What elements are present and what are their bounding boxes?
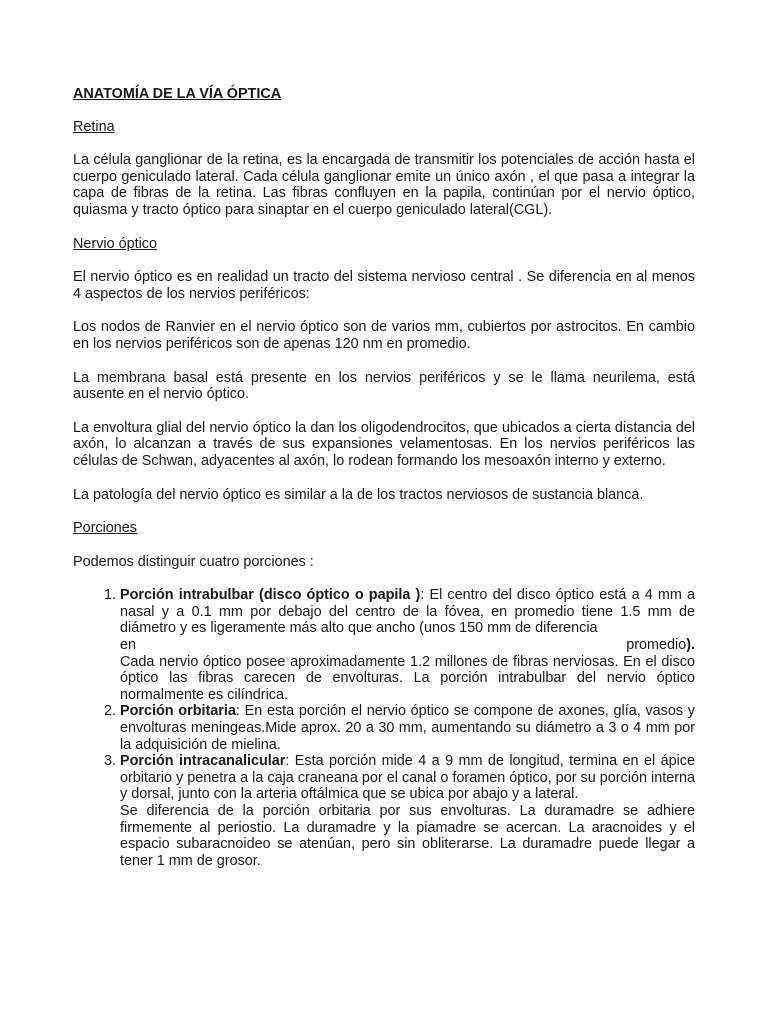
item-tail-close: ).: [686, 637, 695, 654]
porciones-intro: Podemos distinguir cuatro porciones :: [73, 553, 314, 570]
section-heading-nervio-optico: Nervio óptico: [73, 235, 157, 252]
section-heading-retina: Retina: [73, 118, 115, 135]
list-item-orbitaria: [120, 703, 695, 753]
item-title: Porción intrabulbar (disco óptico o papila ): [120, 587, 421, 604]
retina-paragraph: La célula ganglionar de la retina, es la encargada de transmitir los potenciales de acción hasta el cuerpo geniculado lateral. Cada célula ganglionar emite un único axón , el que pasa a integrar la capa de fibras de la retina. Las fibras confluyen en la papila, continúan por el nervio óptico, quiasma y tracto óptico para sinaptar en el cuerpo geniculado lateral(CGL).: [73, 152, 695, 218]
item-tail-right: promedio: [626, 637, 687, 654]
porciones-list: [73, 587, 695, 869]
item-text: : Esta porción mide 4 a 9 mm de longitud, termina en el ápice orbitario y penetra a la caja craneana por el canal o foramen óptico, por su porción interna y dorsal, junto con la arteria oftálmica que se ubica por abajo y a lateral.: [120, 753, 695, 803]
nervio-paragraph-5: La patología del nervio óptico es similar a la de los tractos nerviosos de sustancia blanca.: [73, 486, 644, 503]
item-text: : En esta porción el nervio óptico se compone de axones, glía, vasos y envolturas meningeas.Mide aprox. 20 a 30 mm, aumentando su diámetro a 3 o 4 mm por la adquisición de mielina.: [120, 703, 695, 753]
item-title: Porción orbitaria: [120, 703, 236, 720]
item-title: Porción intracanalicular: [120, 753, 286, 770]
item-extra: Se diferencia de la porción orbitaria por sus envolturas. La duramadre se adhiere firmemente al periostio. La duramadre y la piamadre se acercan. La aracnoides y el espacio subaracnoideo se atenúan, pero sin obliterarse. La duramadre puede llegar a tener 1 mm de grosor.: [120, 803, 695, 869]
item-tail-right-wrap: [626, 637, 695, 654]
nervio-paragraph-2: Los nodos de Ranvier en el nervio óptico son de varios mm, cubiertos por astrocitos. En cambio en los nervios periféricos son de apenas 120 nm en promedio.: [73, 319, 695, 352]
item-text: : El centro del disco óptico está a 4 mm a nasal y a 0.1 mm por debajo del centro de la fóvea, en promedio tiene 1.5 mm de diámetro y es ligeramente más alto que ancho (unos 150 mm de diferencia: [120, 587, 696, 637]
section-heading-porciones: Porciones: [73, 520, 137, 537]
nervio-paragraph-4: La envoltura glial del nervio óptico la dan los oligodendrocitos, que ubicados a cierta distancia del axón, lo alcanzan a través de sus expansiones velamentosas. En los nervios periféricos las células de Schwan, adyacentes al axón, lo rodean formando los mesoaxón interno y externo.: [73, 419, 695, 469]
nervio-paragraph-1: El nervio óptico es en realidad un tracto del sistema nervioso central . Se diferencia en al menos 4 aspectos de los nervios periféricos:: [73, 269, 695, 302]
list-item-intrabulbar: [120, 587, 695, 703]
list-item-intracanalicular: [120, 753, 695, 869]
item-tail-line: [120, 637, 695, 654]
document-title: ANATOMÍA DE LA VÍA ÓPTICA: [73, 86, 282, 102]
nervio-paragraph-3: La membrana basal está presente en los nervios periféricos y se le llama neurilema, está ausente en el nervio óptico.: [73, 369, 695, 403]
item-tail-left: en: [120, 637, 137, 654]
item-extra: Cada nervio óptico posee aproximadamente 1.2 millones de fibras nerviosas. En el disco óptico las fibras carecen de envolturas. La porción intrabulbar del nervio óptico normalmente es cilíndrica.: [120, 653, 695, 703]
